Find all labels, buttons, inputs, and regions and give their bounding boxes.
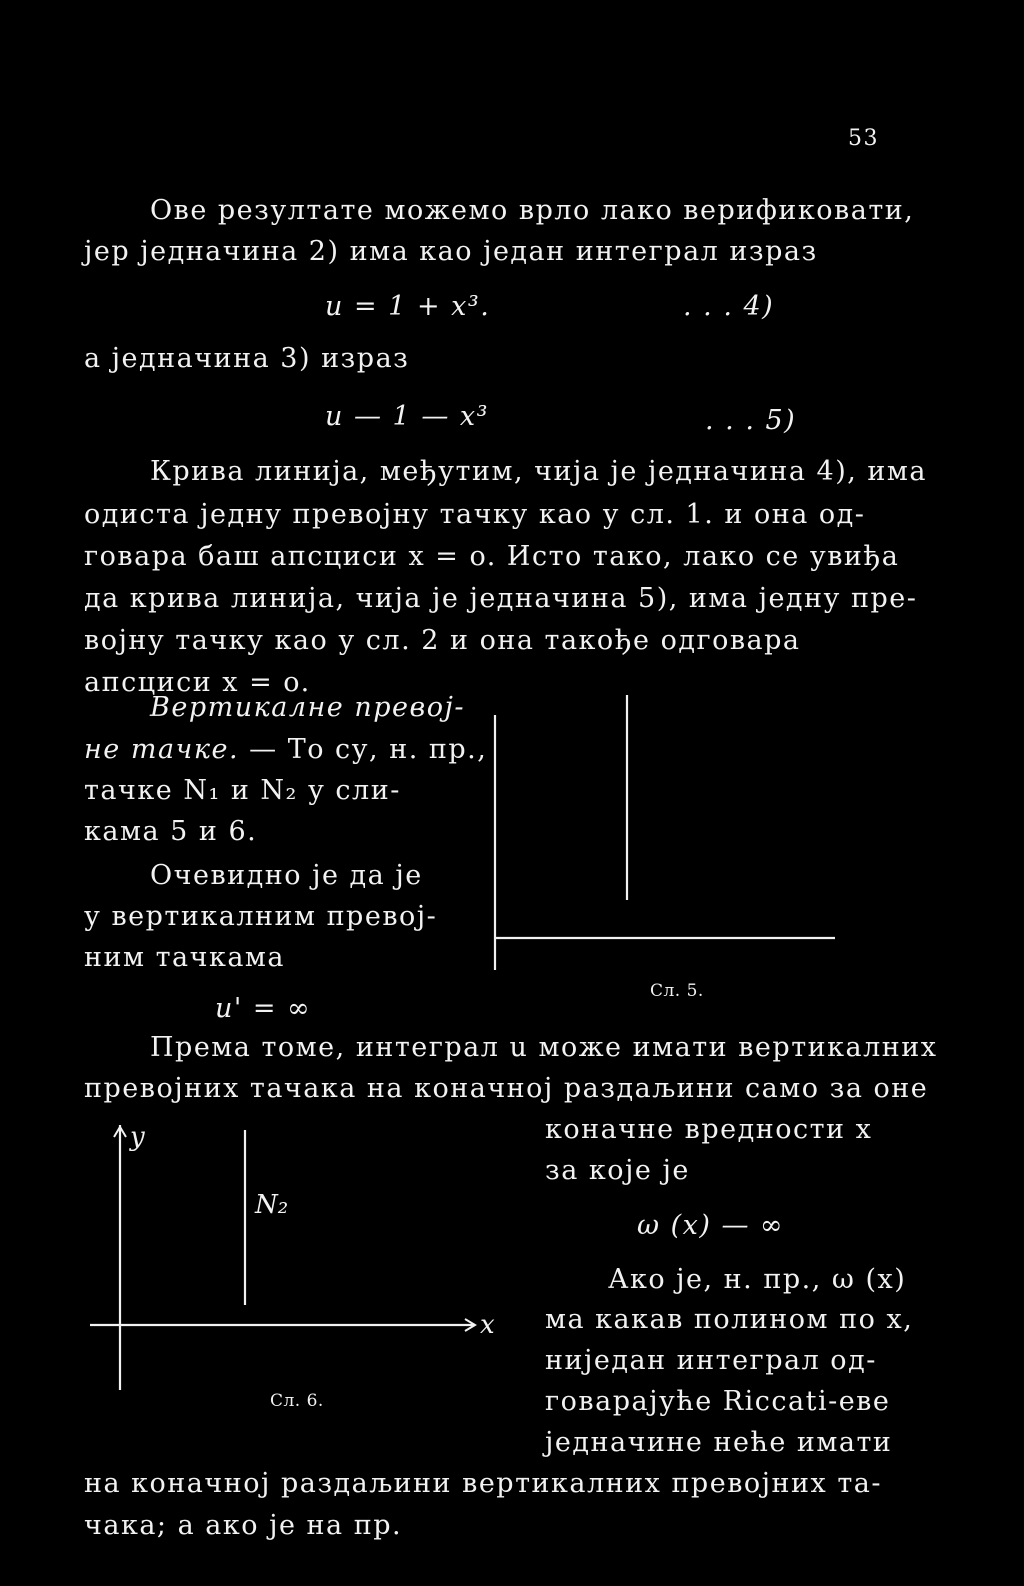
- section-heading: Вертикалне превој-: [150, 692, 465, 723]
- figure-5: [480, 690, 860, 990]
- text-line: војну тачку као у сл. 2 и она такође одговара: [84, 625, 801, 656]
- text-line: једначине неће имати: [545, 1427, 893, 1458]
- text-line: Ако је, н. пр., ω (x): [608, 1264, 907, 1295]
- fig6-x-label: x: [480, 1310, 495, 1340]
- text-line: у вертикалним превој-: [84, 901, 438, 932]
- text-line: Очевидно је да је: [150, 860, 423, 891]
- text-line: Према томе, интеграл u може имати вертикалних: [150, 1032, 938, 1063]
- text-line: ниједан интеграл од-: [545, 1345, 877, 1376]
- page-number: 53: [848, 126, 879, 151]
- text-line: Крива линија, међутим, чија је једначина 4), има: [150, 456, 928, 487]
- equation-4: u = 1 + x³.: [325, 291, 491, 322]
- text-line: одиста једну превојну тачку као у сл. 1. и она од-: [84, 499, 866, 530]
- fig5-caption: Сл. 5.: [650, 981, 704, 1001]
- text-line: превојних тачака на коначној раздаљини само за оне: [84, 1073, 929, 1104]
- equation-5: u — 1 — x³: [325, 401, 489, 432]
- text-line: за које је: [545, 1155, 690, 1186]
- text-line: коначне вредности x: [545, 1114, 873, 1145]
- text-line: на коначној раздаљини вертикалних превојних та-: [84, 1468, 882, 1499]
- text-line: говарајуће Riccati-еве: [545, 1386, 891, 1417]
- equation-5-tag: . . . 5): [705, 405, 797, 436]
- fig6-y-label: y: [130, 1122, 145, 1152]
- text-line: говара баш апсциси x = o. Исто тако, лако се увиђа: [84, 541, 900, 572]
- text-line: [84, 736, 487, 763]
- text-line: јер једначина 2) има као један интеграл израз: [84, 236, 818, 267]
- text-line: чака; а ако је на пр.: [84, 1510, 403, 1541]
- text-line: ним тачкама: [84, 942, 286, 973]
- equation-omega: ω (x) — ∞: [637, 1210, 785, 1241]
- text-line: Ове резултате можемо врло лако верификовати,: [150, 195, 915, 226]
- text-line: апсциси x = o.: [84, 667, 311, 698]
- text-line: да крива линија, чија је једначина 5), има једну пре-: [84, 583, 918, 614]
- fig6-caption: Сл. 6.: [270, 1391, 324, 1411]
- text-line: а једначина 3) израз: [84, 343, 410, 374]
- equation-derivative: u' = ∞: [215, 993, 312, 1024]
- text-span: — То су, н. пр.,: [249, 734, 488, 765]
- fig6-point-label: N₂: [255, 1190, 289, 1220]
- text-line: тачке N₁ и N₂ у сли-: [84, 775, 401, 806]
- equation-4-tag: . . . 4): [683, 291, 775, 322]
- figure-6: [90, 1115, 530, 1415]
- text-line: кама 5 и 6.: [84, 816, 258, 847]
- section-heading-end: не тачке.: [84, 734, 240, 765]
- text-line: ма какав полином по x,: [545, 1304, 914, 1335]
